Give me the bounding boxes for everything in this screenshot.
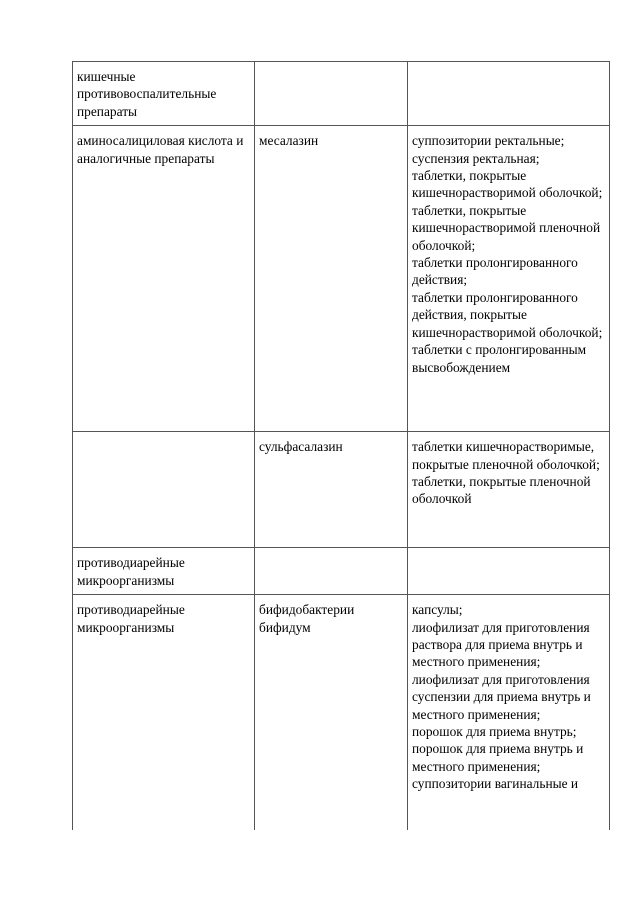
forms-cell <box>408 126 610 432</box>
form-item: таблетки, покрытые кишечнорастворимой оболочкой; <box>412 168 603 201</box>
form-item: порошок для приема внутрь и местного применения; <box>412 741 584 774</box>
form-item: лиофилизат для приготовления раствора для приема внутрь и местного применения; <box>412 619 590 670</box>
forms-cell <box>408 548 610 595</box>
form-item: порошок для приема внутрь; <box>412 724 577 740</box>
table-row <box>73 126 610 432</box>
group-cell: противодиарейные микроорганизмы <box>73 548 255 595</box>
substance-cell: бифидобактерии бифидум <box>255 595 408 830</box>
drug-table <box>72 61 610 830</box>
forms-cell <box>408 432 610 548</box>
group-cell <box>73 432 255 548</box>
form-item: капсулы; <box>412 602 463 618</box>
substance-cell: месалазин <box>255 126 408 432</box>
group-cell: противодиарейные микроорганизмы <box>73 595 255 830</box>
group-cell: аминосалициловая кислота и аналогичные препараты <box>73 126 255 432</box>
substance-cell <box>255 548 408 595</box>
table-row <box>73 432 610 548</box>
table-row <box>73 62 610 126</box>
substance-cell <box>255 62 408 126</box>
table-row <box>73 595 610 830</box>
form-item: суспензия ректальная; <box>412 150 540 166</box>
form-item: таблетки, покрытые пленочной оболочкой <box>412 474 591 507</box>
forms-cell <box>408 595 610 830</box>
form-item: суппозитории ректальные; <box>412 133 565 149</box>
form-item: таблетки, покрытые кишечнорастворимой пленочной оболочкой; <box>412 202 601 253</box>
substance-cell: сульфасалазин <box>255 432 408 548</box>
form-item: лиофилизат для приготовления суспензии для приема внутрь и местного применения; <box>412 671 591 722</box>
form-item: суппозитории вагинальные и <box>412 776 579 792</box>
form-item: таблетки пролонгированного действия; <box>412 255 578 288</box>
group-cell: кишечные противовоспалительные препараты <box>73 62 255 126</box>
form-item: таблетки пролонгированного действия, покрытые кишечнорастворимой оболочкой; <box>412 289 603 340</box>
form-item: таблетки с пролонгированным высвобождением <box>412 342 587 375</box>
form-item: таблетки кишечнорастворимые, покрытые пленочной оболочкой; <box>412 439 600 472</box>
table-row <box>73 548 610 595</box>
forms-cell <box>408 62 610 126</box>
